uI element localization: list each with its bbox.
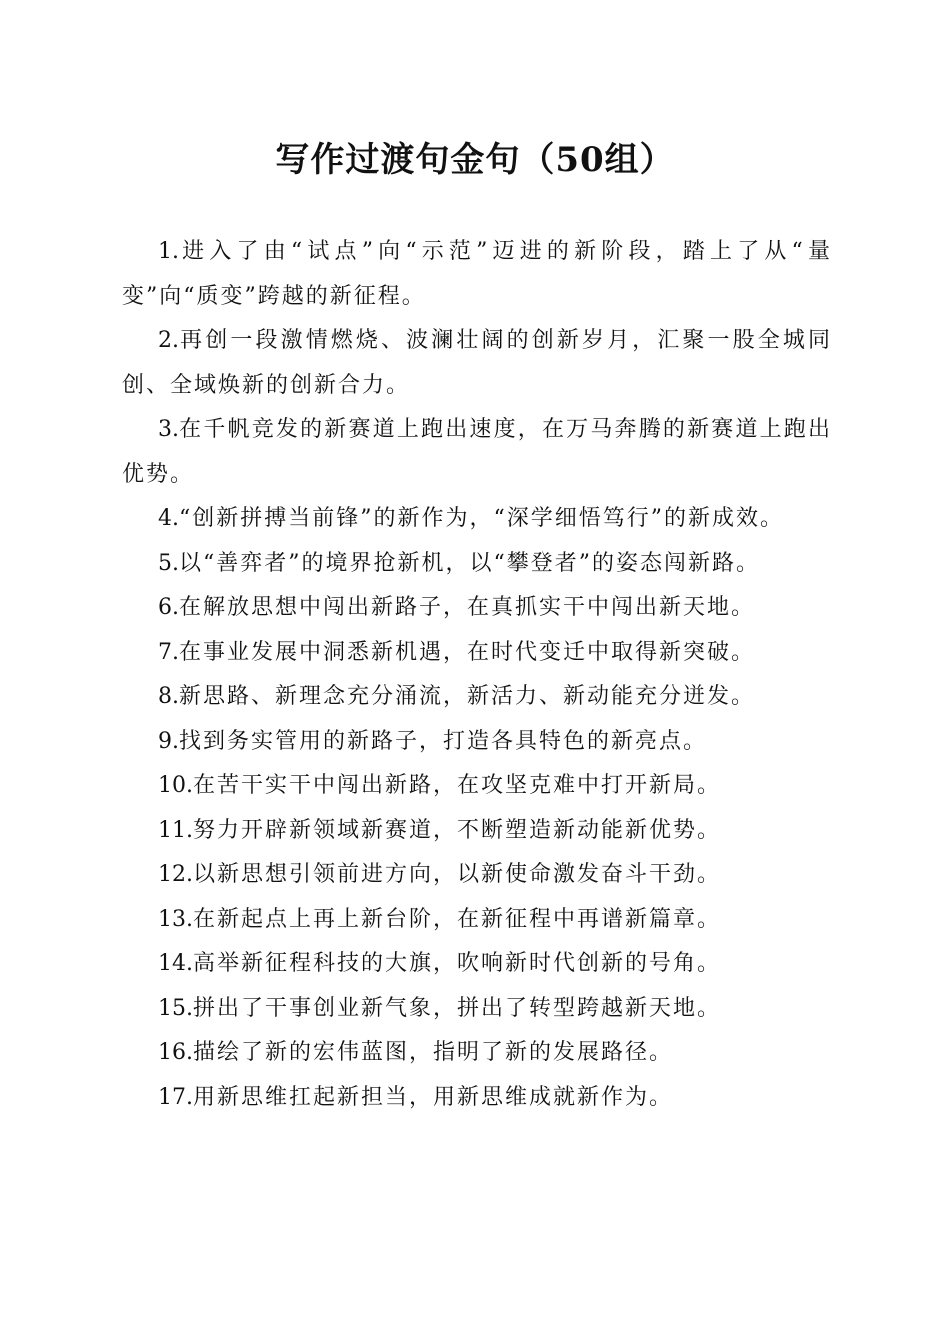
item-number: 9.	[158, 728, 179, 754]
item-number: 1.	[158, 239, 179, 264]
item-number: 5.	[158, 550, 179, 576]
item-text: 在解放思想中闯出新路子，在真抓实干中闯出新天地。	[179, 595, 756, 620]
list-item	[122, 497, 832, 542]
item-number: 15.	[158, 995, 193, 1021]
item-text: “创新拼搏当前锋”的新作为，“深学细悟笃行”的新成效。	[179, 506, 784, 531]
item-number: 13.	[158, 906, 193, 932]
item-number: 11.	[158, 817, 193, 843]
item-text: 用新思维扛起新担当，用新思维成就新作为。	[193, 1084, 674, 1110]
item-number: 2.	[158, 328, 179, 353]
item-text: 在苦干实干中闯出新路，在攻坚克难中打开新局。	[193, 773, 722, 798]
list-item	[122, 809, 832, 854]
list-item	[122, 764, 832, 809]
item-text: 以新思想引领前进方向，以新使命激发奋斗干劲。	[193, 862, 722, 887]
item-number: 17.	[158, 1084, 193, 1110]
list-item	[122, 720, 832, 765]
item-text: 描绘了新的宏伟蓝图，指明了新的发展路径。	[193, 1040, 674, 1065]
list-item	[122, 542, 832, 587]
item-text: 新思路、新理念充分涌流，新活力、新动能充分迸发。	[179, 684, 756, 709]
document-body	[122, 230, 832, 1120]
item-text: 在千帆竞发的新赛道上跑出速度，在万马奔腾的新赛道上跑出优势。	[122, 417, 832, 487]
list-item	[122, 319, 832, 408]
item-number: 4.	[158, 506, 179, 531]
item-number: 8.	[158, 684, 179, 709]
item-number: 12.	[158, 862, 193, 887]
list-item	[122, 675, 832, 720]
item-text: 进入了由“试点”向“示范”迈进的新阶段，踏上了从“量变”向“质变”跨越的新征程。	[122, 239, 832, 309]
item-text: 以“善弈者”的境界抢新机，以“攀登者”的姿态闯新路。	[179, 550, 760, 576]
list-item	[122, 942, 832, 987]
list-item	[122, 987, 832, 1032]
item-number: 10.	[158, 773, 193, 798]
item-number: 6.	[158, 595, 179, 620]
item-number: 3.	[158, 417, 179, 442]
item-number: 7.	[158, 639, 179, 665]
list-item	[122, 408, 832, 497]
item-text: 努力开辟新领域新赛道，不断塑造新动能新优势。	[193, 817, 722, 843]
item-text: 拼出了干事创业新气象，拼出了转型跨越新天地。	[193, 995, 722, 1021]
list-item	[122, 1076, 832, 1121]
item-text: 找到务实管用的新路子，打造各具特色的新亮点。	[179, 728, 708, 754]
list-item	[122, 586, 832, 631]
item-number: 16.	[158, 1040, 193, 1065]
list-item	[122, 853, 832, 898]
list-item	[122, 631, 832, 676]
page-title: 写作过渡句金句（50组）	[275, 140, 675, 180]
list-item	[122, 898, 832, 943]
item-text: 高举新征程科技的大旗，吹响新时代创新的号角。	[193, 951, 722, 976]
item-number: 14.	[158, 951, 193, 976]
item-text: 再创一段激情燃烧、波澜壮阔的创新岁月，汇聚一股全城同创、全域焕新的创新合力。	[122, 328, 832, 398]
list-item	[122, 1031, 832, 1076]
item-text: 在新起点上再上新台阶，在新征程中再谱新篇章。	[193, 906, 722, 932]
item-text: 在事业发展中洞悉新机遇，在时代变迁中取得新突破。	[179, 639, 756, 665]
list-item	[122, 230, 832, 319]
